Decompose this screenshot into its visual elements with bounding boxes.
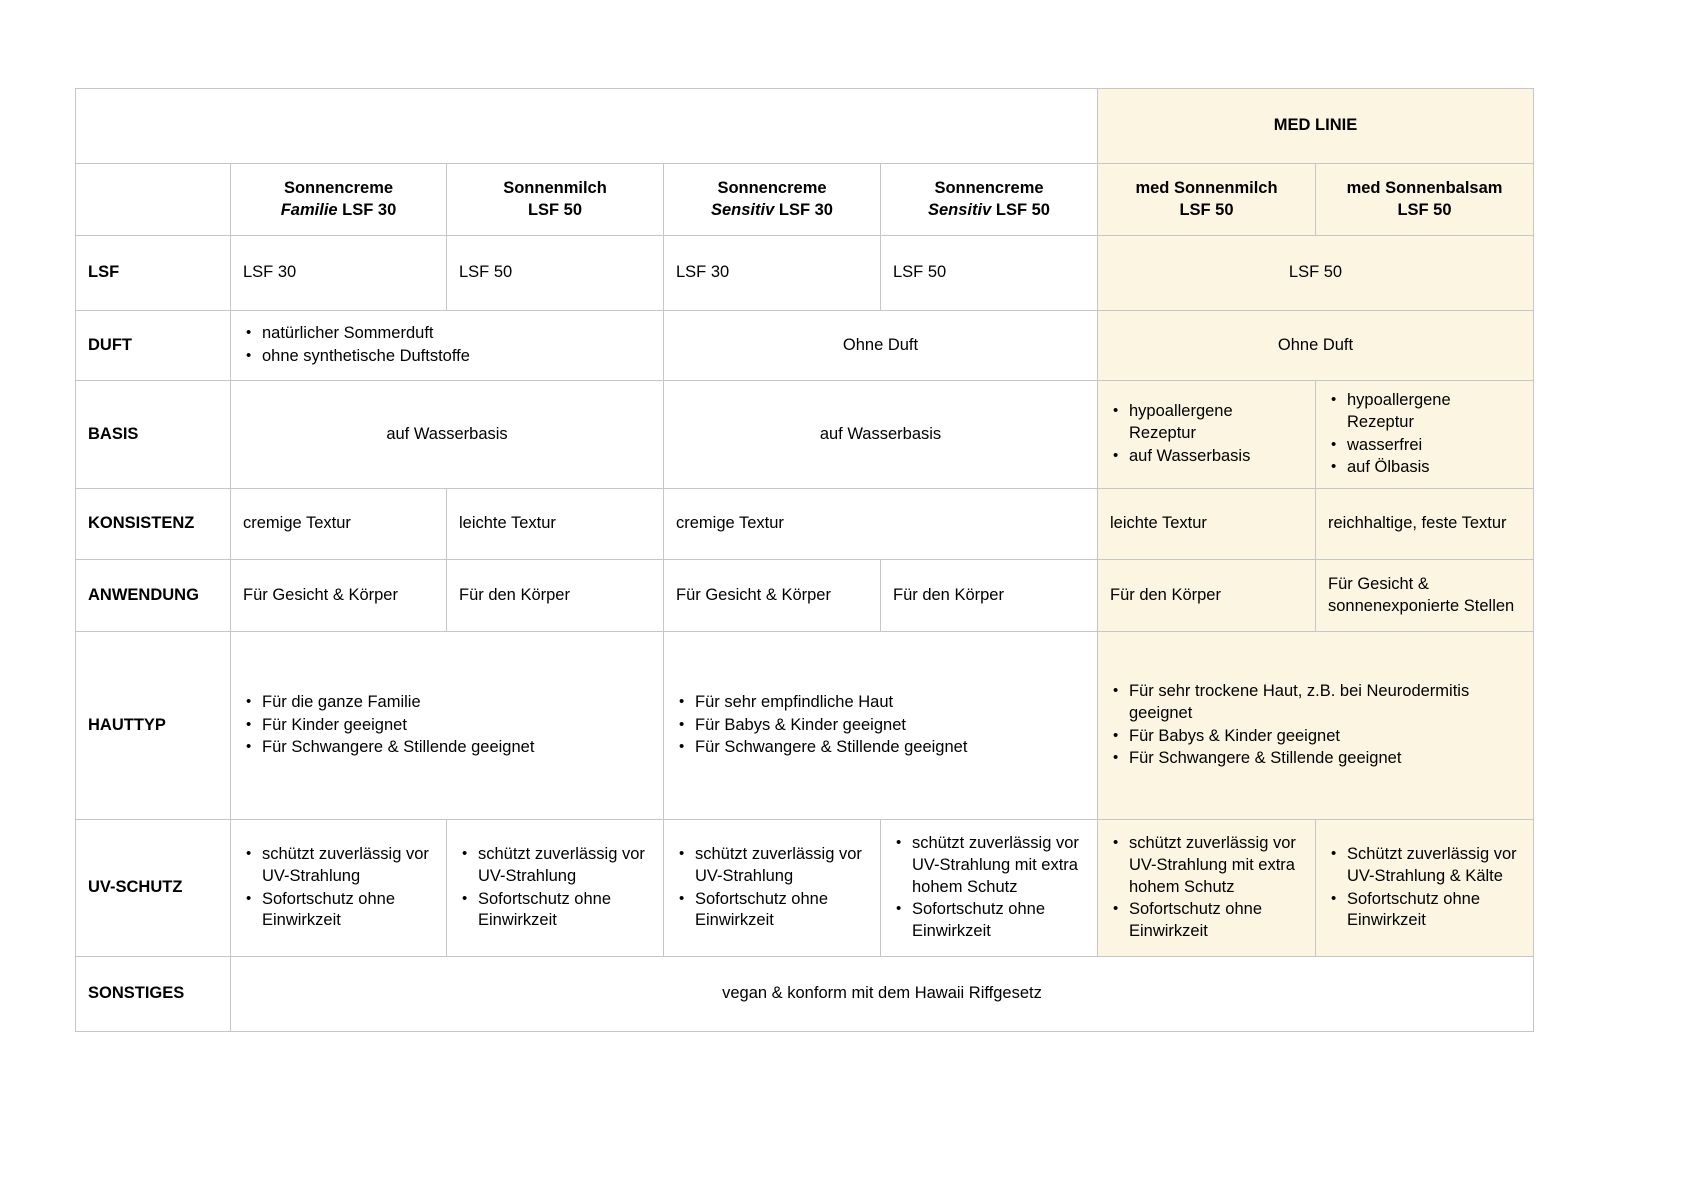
bullet-list [1110,681,1521,770]
cell-anwendung-col1: Für Gesicht & Körper [231,560,447,632]
cell-uv-med1 [1098,820,1316,957]
bullet-list [893,833,1085,943]
product-name: Sonnencreme [283,178,394,197]
cell-lsf-col1: LSF 30 [231,236,447,311]
bullet-item: • schützt zuverlässig vor UV-Strahlung [676,844,868,888]
bullet-item: • Für Kinder geeignet [243,715,651,737]
bullet-item: • Für Babys & Kinder geeignet [676,715,1085,737]
product-spf: LSF 50 [527,200,583,219]
bullet-item: • schützt zuverlässig vor UV-Strahlung mit extra hohem Schutz [893,833,1085,898]
spacer-cell [76,89,1098,164]
column-header-sonnencreme-familie [231,164,447,236]
cell-uv-med2 [1316,820,1534,957]
cell-konsistenz-med2: reichhaltige, feste Textur [1316,489,1534,560]
cell-hauttyp-col12 [231,632,664,820]
product-spf: Sensitiv LSF 50 [928,200,1050,219]
column-header-med-sonnenbalsam [1316,164,1534,236]
cell-lsf-med: LSF 50 [1098,236,1534,311]
cell-uv-col2 [447,820,664,957]
cell-duft-med: Ohne Duft [1098,311,1534,381]
bullet-item: • Sofortschutz ohne Einwirkzeit [459,889,651,933]
row-label-uv-schutz: UV-SCHUTZ [76,820,231,957]
product-name: Sonnencreme [717,178,827,197]
cell-duft-col12 [231,311,664,381]
bullet-item: • Für sehr empfindliche Haut [676,692,1085,714]
cell-uv-col4 [881,820,1098,957]
cell-konsistenz-med1: leichte Textur [1098,489,1316,560]
product-name: Sonnenmilch [503,178,607,197]
column-header-sonnenmilch [447,164,664,236]
bullet-item: • Für sehr trockene Haut, z.B. bei Neurodermitis geeignet [1110,681,1521,725]
bullet-item: • hypoallergene Rezeptur [1110,401,1303,445]
cell-konsistenz-col2: leichte Textur [447,489,664,560]
cell-lsf-col4: LSF 50 [881,236,1098,311]
bullet-list [1328,844,1521,932]
row-label-konsistenz: KONSISTENZ [76,489,231,560]
product-variant: Familie [280,200,343,219]
bullet-list [243,692,651,759]
cell-anwendung-col2: Für den Körper [447,560,664,632]
bullet-item: • Für Babys & Kinder geeignet [1110,726,1521,748]
product-name: med Sonnenmilch [1135,178,1278,197]
row-label-sonstiges: SONSTIGES [76,957,231,1032]
spacer-cell [76,164,231,236]
row-label-lsf: LSF [76,236,231,311]
bullet-item: • auf Wasserbasis [1110,446,1303,468]
cell-konsistenz-col1: cremige Textur [231,489,447,560]
cell-hauttyp-col34 [664,632,1098,820]
bullet-item: • Sofortschutz ohne Einwirkzeit [243,889,434,933]
product-spf: LSF 50 [1179,200,1234,219]
row-label-hauttyp: HAUTTYP [76,632,231,820]
cell-basis-col12: auf Wasserbasis [231,381,664,489]
bullet-list [1110,833,1303,943]
row-label-anwendung: ANWENDUNG [76,560,231,632]
med-linie-header: MED LINIE [1098,89,1534,164]
bullet-item: • Schützt zuverlässig vor UV-Strahlung & Kälte [1328,844,1521,888]
product-name: med Sonnenbalsam [1346,178,1503,197]
product-variant: Sensitiv [711,200,779,219]
cell-anwendung-med1: Für den Körper [1098,560,1316,632]
product-spf: Sensitiv LSF 30 [711,200,833,219]
cell-lsf-col3: LSF 30 [664,236,881,311]
bullet-list [459,844,651,932]
cell-uv-col1 [231,820,447,957]
product-variant: Sensitiv [928,200,996,219]
product-spf: LSF 50 [1397,200,1452,219]
bullet-item: • Sofortschutz ohne Einwirkzeit [1328,889,1521,933]
product-spf: Familie LSF 30 [280,200,397,219]
bullet-item: • Für Schwangere & Stillende geeignet [243,737,651,759]
bullet-item: • wasserfrei [1328,435,1521,457]
product-name: Sonnencreme [934,178,1044,197]
bullet-item: • natürlicher Sommerduft [243,323,651,345]
bullet-item: • Für Schwangere & Stillende geeignet [676,737,1085,759]
cell-hauttyp-med [1098,632,1534,820]
bullet-item: • schützt zuverlässig vor UV-Strahlung [459,844,651,888]
bullet-list [676,844,868,932]
bullet-list [243,323,651,368]
column-header-sonnencreme-sensitiv-30 [664,164,881,236]
cell-konsistenz-col34: cremige Textur [664,489,1098,560]
bullet-item: • hypoallergene Rezeptur [1328,390,1521,434]
cell-duft-col34: Ohne Duft [664,311,1098,381]
bullet-list [243,844,434,932]
cell-lsf-col2: LSF 50 [447,236,664,311]
cell-sonstiges: vegan & konform mit dem Hawaii Riffgesetz [231,957,1534,1032]
bullet-list [1110,401,1303,467]
bullet-item: • ohne synthetische Duftstoffe [243,346,651,368]
bullet-item: • Sofortschutz ohne Einwirkzeit [676,889,868,933]
row-label-basis: BASIS [76,381,231,489]
bullet-list [676,692,1085,759]
cell-anwendung-col3: Für Gesicht & Körper [664,560,881,632]
bullet-list [1328,390,1521,479]
bullet-item: • Sofortschutz ohne Einwirkzeit [1110,899,1303,943]
bullet-item: • Für Schwangere & Stillende geeignet [1110,748,1521,770]
bullet-item: • Sofortschutz ohne Einwirkzeit [893,899,1085,943]
row-label-duft: DUFT [76,311,231,381]
cell-basis-med2 [1316,381,1534,489]
cell-anwendung-med2: Für Gesicht & sonnenexponierte Stellen [1316,560,1534,632]
cell-uv-col3 [664,820,881,957]
bullet-item: • schützt zuverlässig vor UV-Strahlung [243,844,434,888]
cell-basis-med1 [1098,381,1316,489]
bullet-item: • Für die ganze Familie [243,692,651,714]
column-header-med-sonnenmilch [1098,164,1316,236]
cell-basis-col34: auf Wasserbasis [664,381,1098,489]
bullet-item: • auf Ölbasis [1328,457,1521,479]
cell-anwendung-col4: Für den Körper [881,560,1098,632]
column-header-sonnencreme-sensitiv-50 [881,164,1098,236]
product-comparison-table [75,88,1534,1032]
bullet-item: • schützt zuverlässig vor UV-Strahlung mit extra hohem Schutz [1110,833,1303,898]
